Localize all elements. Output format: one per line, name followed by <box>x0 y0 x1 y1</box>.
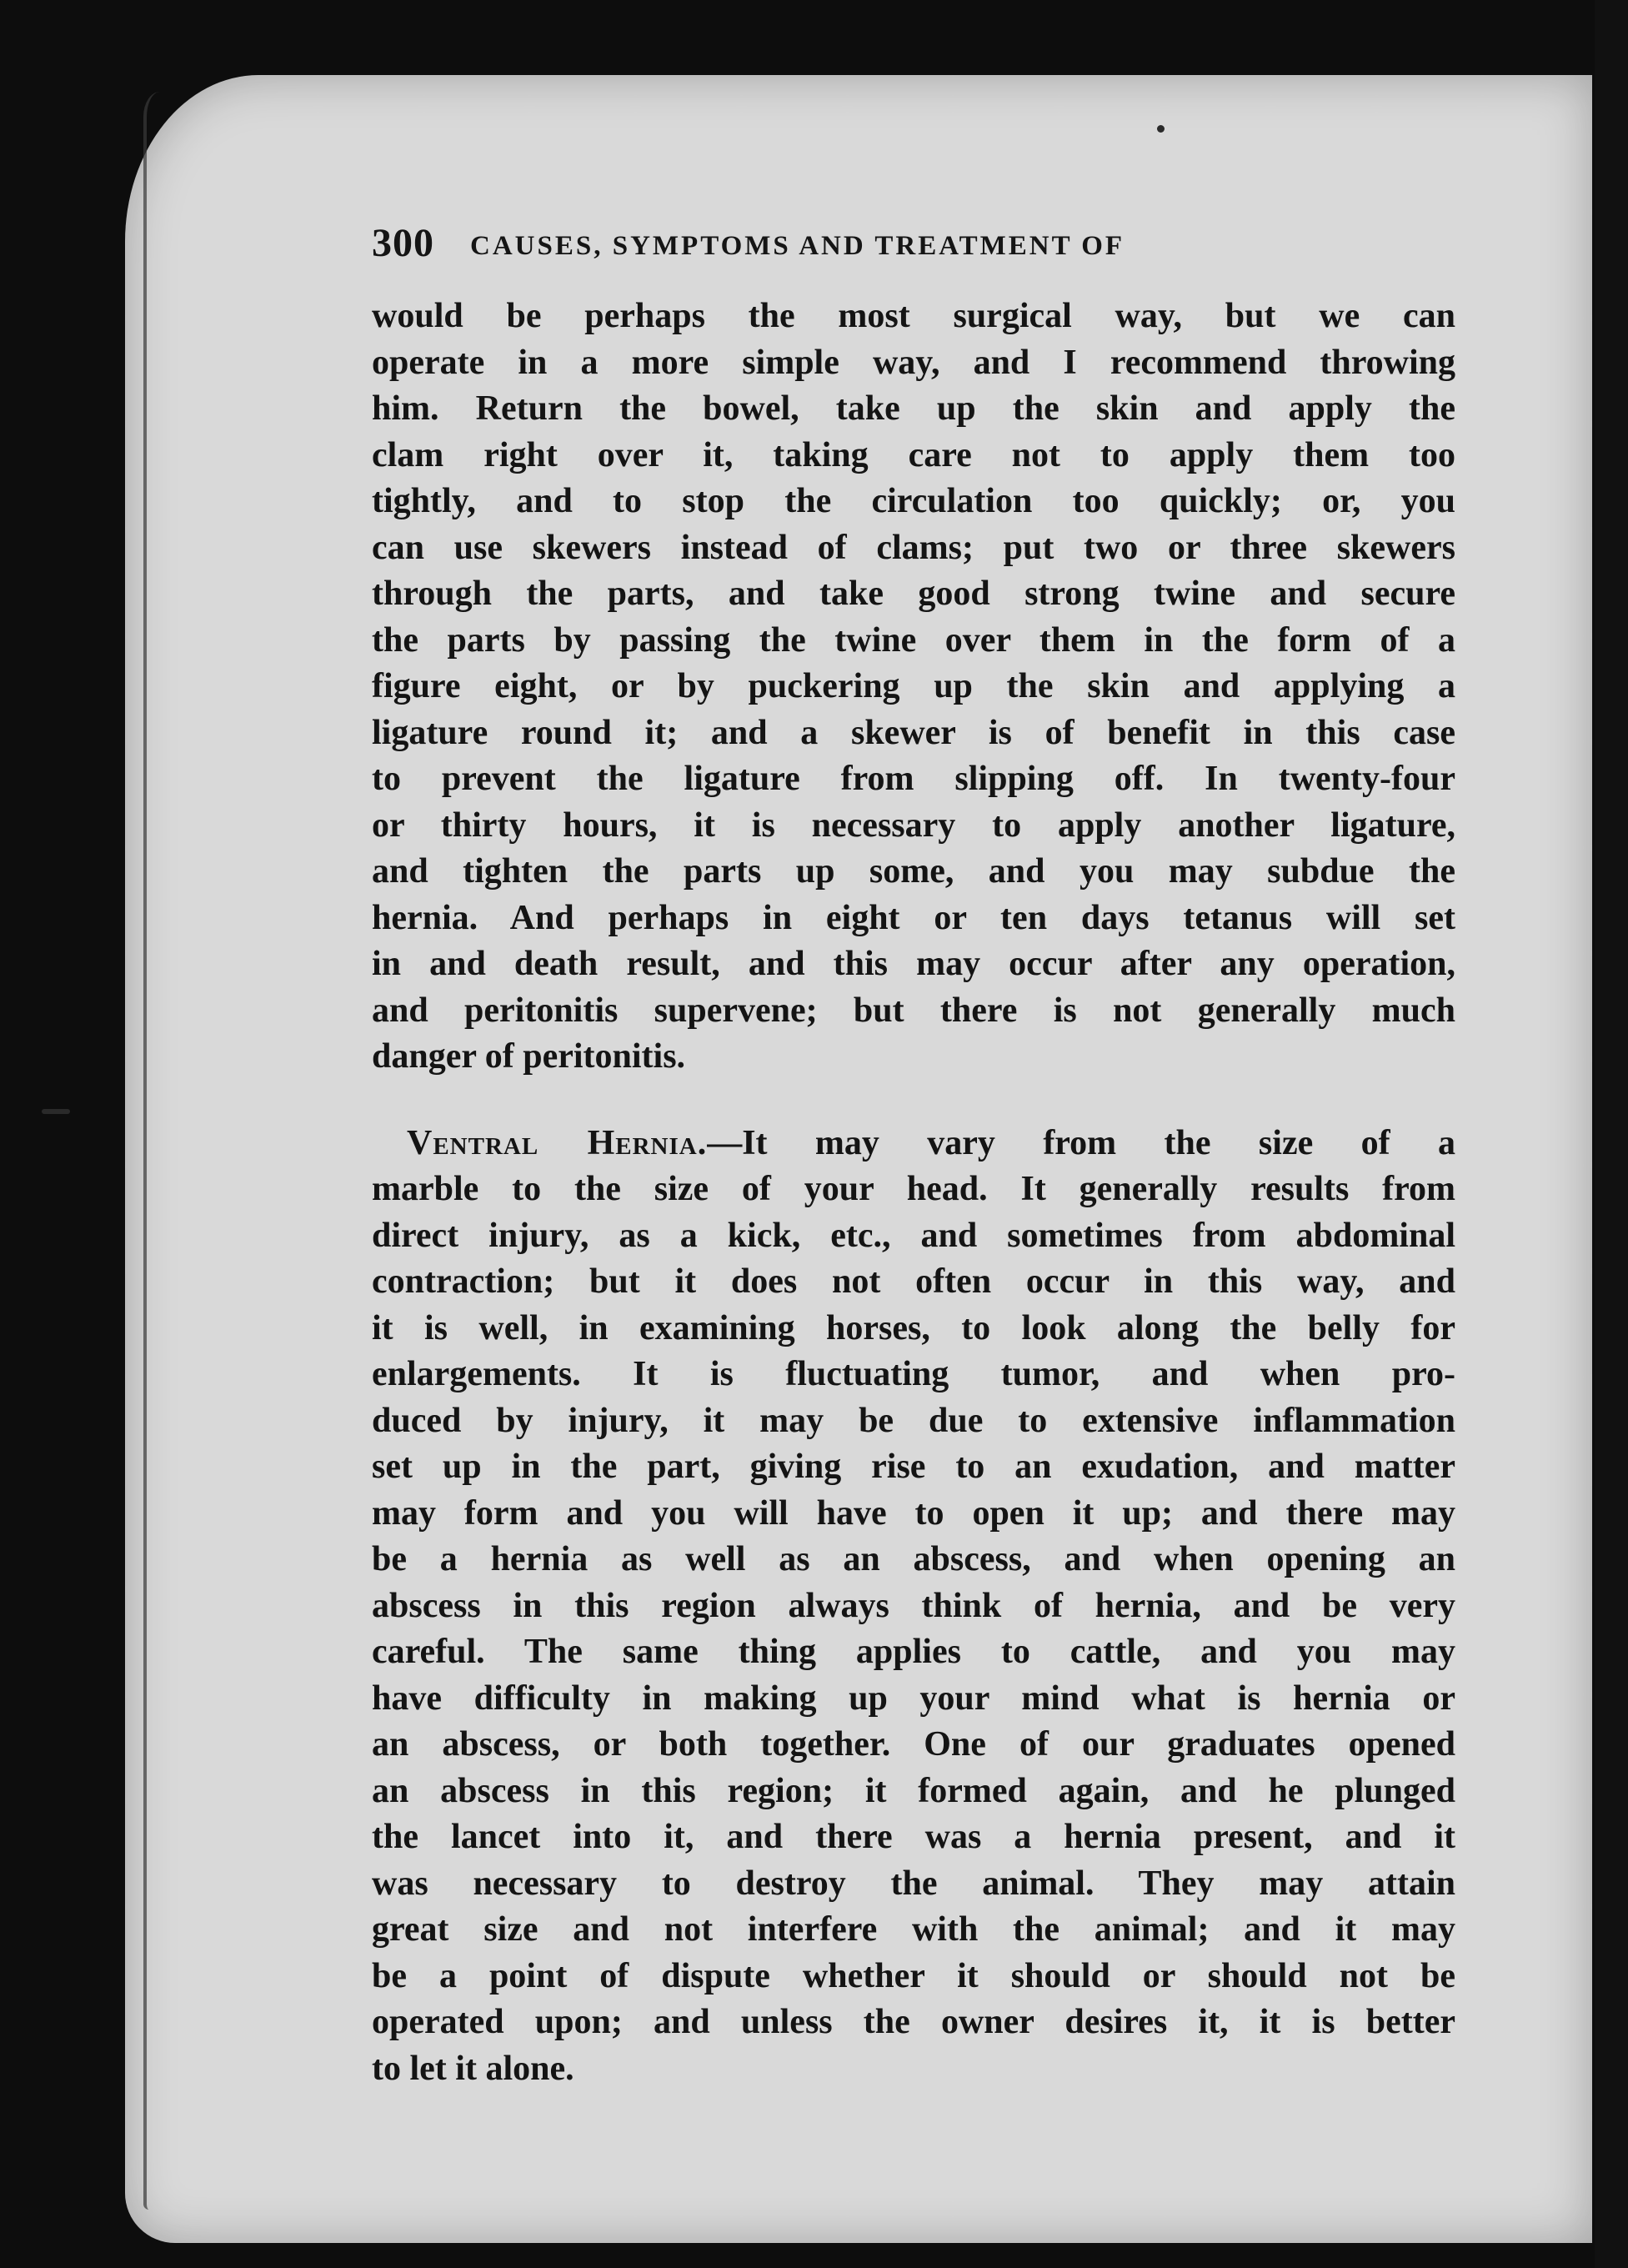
page-number: 300 <box>372 221 434 265</box>
text-line: was necessary to destroy the animal. They may attain <box>372 1864 1455 1903</box>
text-line: hernia. And perhaps in eight or ten days tetanus will set <box>372 898 1455 937</box>
page-header <box>372 218 1455 268</box>
text-line: direct injury, as a kick, etc., and sometimes from abdominal <box>372 1216 1455 1255</box>
text-line: would be perhaps the most surgical way, but we can <box>372 297 1455 335</box>
text-line: an abscess, or both together. One of our graduates opened <box>372 1725 1455 1764</box>
text-line: contraction; but it does not often occur in this way, and <box>372 1262 1455 1301</box>
text-line: an abscess in this region; it formed again, and he plunged <box>372 1771 1455 1810</box>
text-line: and peritonitis supervene; but there is not generally much <box>372 991 1455 1030</box>
text-line: or thirty hours, it is necessary to apply another ligature, <box>372 805 1455 845</box>
text-line-first <box>372 1121 1455 1167</box>
dust-speck <box>1157 125 1165 133</box>
text-line: abscess in this region always think of hernia, and be very <box>372 1586 1455 1625</box>
scan-right-border <box>1595 0 1628 2268</box>
text-line: operated upon; and unless the owner desires it, it is better <box>372 2003 1455 2041</box>
text-line: careful. The same thing applies to cattle, and you may <box>372 1633 1455 1671</box>
text-line: the parts by passing the twine over them in the form of a <box>372 620 1455 660</box>
text-line: danger of peritonitis. <box>372 1037 686 1076</box>
text-line: to prevent the ligature from slipping off. In twenty-four <box>372 760 1455 798</box>
text-line: enlargements. It is fluctuating tumor, and when pro- <box>372 1355 1455 1393</box>
text-line: have difficulty in making up your mind what is hernia or <box>372 1678 1455 1718</box>
text-line: him. Return the bowel, take up the skin and apply the <box>372 389 1455 428</box>
text-line: figure eight, or by puckering up the skin and applying a <box>372 667 1455 705</box>
text-line: may form and you will have to open it up; and there may <box>372 1493 1455 1533</box>
text-line: great size and not interfere with the animal; and it may <box>372 1910 1455 1949</box>
first-line-text: —It may vary from the size of a <box>707 1123 1455 1162</box>
text-line: through the parts, and take good strong twine and secure <box>372 575 1455 613</box>
text-line: clam right over it, taking care not to apply them too <box>372 435 1455 474</box>
text-line: operate in a more simple way, and I recommend throwing <box>372 343 1455 382</box>
text-line: tightly, and to stop the circulation too quickly; or, you <box>372 482 1455 520</box>
text-line: to let it alone. <box>372 2049 574 2088</box>
dust-speck <box>42 1109 70 1114</box>
text-line: in and death result, and this may occur after any operation, <box>372 945 1455 983</box>
text-line: and tighten the parts up some, and you may subdue the <box>372 852 1455 891</box>
text-line: be a hernia as well as an abscess, and when opening an <box>372 1540 1455 1578</box>
body-text <box>372 294 1455 2092</box>
text-line: marble to the size of your head. It generally results from <box>372 1170 1455 1208</box>
text-line: be a point of dispute whether it should or should not be <box>372 1956 1455 1995</box>
text-line: the lancet into it, and there was a hernia present, and it <box>372 1818 1455 1856</box>
paragraph-continued <box>372 294 1455 1081</box>
text-line: set up in the part, giving rise to an exudation, and matter <box>372 1448 1455 1486</box>
paragraph-gap <box>372 1081 1455 1121</box>
page-edge-shadow <box>143 92 160 2210</box>
text-line: duced by injury, it may be due to extensive inflammation <box>372 1401 1455 1440</box>
section-heading: Ventral Hernia. <box>407 1123 708 1162</box>
paragraph-ventral-hernia <box>372 1121 1455 2093</box>
text-line: can use skewers instead of clams; put two or three skewers <box>372 528 1455 567</box>
running-head: CAUSES, SYMPTOMS AND TREATMENT OF <box>470 231 1125 261</box>
text-line: ligature round it; and a skewer is of benefit in this case <box>372 713 1455 752</box>
text-line: it is well, in examining horses, to look along the belly for <box>372 1308 1455 1347</box>
